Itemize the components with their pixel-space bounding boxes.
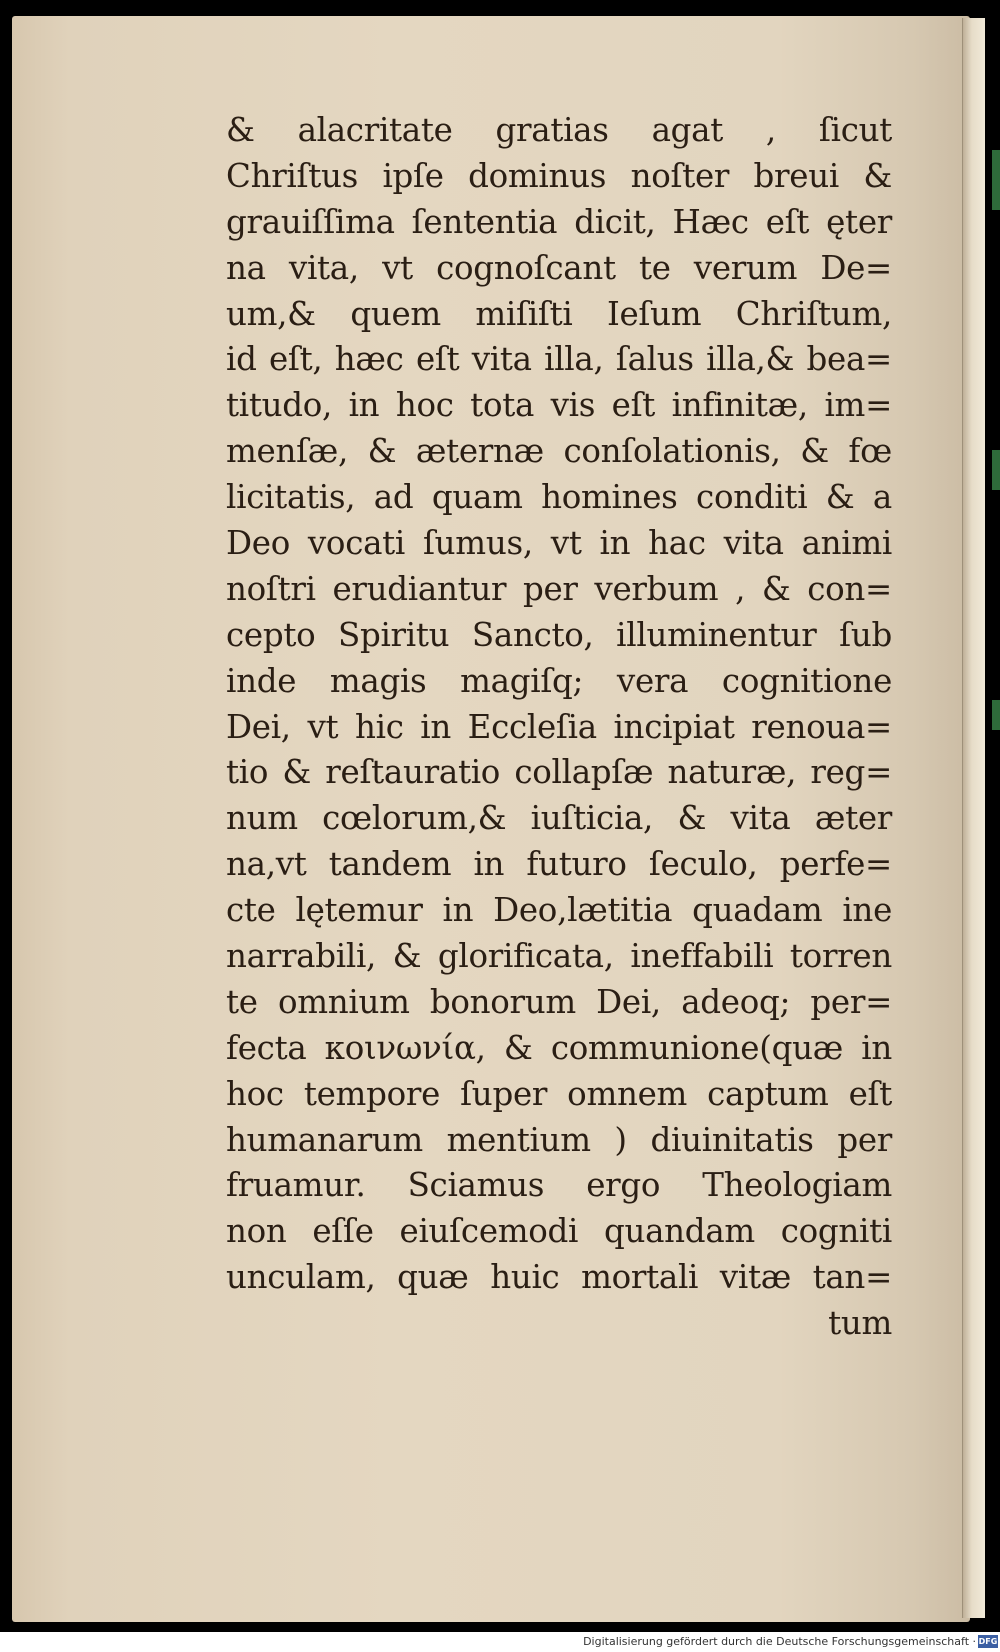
text-line: hoc tempore ſuper omnem captum eſt bbox=[226, 1074, 892, 1113]
text-line: tio & reſtauratio collapſæ naturæ, reg= bbox=[226, 753, 892, 792]
page-edge bbox=[962, 18, 985, 1618]
bookmark-tab bbox=[992, 450, 1000, 490]
dfg-logo: DFG bbox=[978, 1637, 998, 1646]
text-line: te omnium bonorum Dei, adeoq; per= bbox=[226, 982, 892, 1021]
text-line: fecta κοινωνία, & communione(quæ in bbox=[226, 1028, 892, 1067]
funding-credit: Digitalisierung gefördert durch die Deutsche Forschungsgemeinschaft · bbox=[583, 1635, 976, 1648]
text-line: inde magis magiſq; vera cognitione bbox=[226, 661, 892, 700]
page-text bbox=[226, 108, 892, 1347]
text-line: narrabili, & glorificata, ineffabili torren bbox=[226, 937, 892, 976]
text-line: Chriſtus ipſe dominus noſter breui & bbox=[226, 156, 892, 195]
text-line: cte lętemur in Deo,lætitia quadam ine bbox=[226, 891, 892, 930]
text-line: & alacritate gratias agat , ſicut bbox=[226, 111, 892, 149]
text-line: na,vt tandem in futuro ſeculo, perfe= bbox=[226, 845, 892, 884]
text-line: tum bbox=[828, 1304, 892, 1343]
footer-bar bbox=[0, 1632, 1000, 1652]
text-line: humanarum mentium ) diuinitatis per bbox=[226, 1120, 892, 1159]
text-line: titudo, in hoc tota vis eſt infinitæ, im= bbox=[226, 386, 892, 425]
text-line: id eſt, hæc eſt vita illa, ſalus illa,& bea= bbox=[226, 340, 892, 379]
text-line: num cœlorum,& iuſticia, & vita æter bbox=[226, 799, 892, 838]
text-line: non eſſe eiuſcemodi quandam cogniti bbox=[226, 1212, 892, 1251]
text-line: um,& quem miſiſti Ieſum Chriſtum, bbox=[226, 294, 892, 333]
text-line: licitatis, ad quam homines conditi & a bbox=[226, 478, 892, 517]
text-line: unculam, quæ huic mortali vitæ tan= bbox=[226, 1258, 892, 1297]
text-line: noſtri erudiantur per verbum , & con= bbox=[226, 569, 892, 608]
bookmark-tab bbox=[992, 700, 1000, 730]
text-line: grauiſſima ſententia dicit, Hæc eſt ęter bbox=[226, 202, 892, 241]
text-line: fruamur. Sciamus ergo Theologiam bbox=[226, 1166, 892, 1205]
bookmark-tab bbox=[992, 150, 1000, 210]
text-line: cepto Spiritu Sancto, illuminentur ſub bbox=[226, 615, 892, 654]
text-line: Dei, vt hic in Eccleſia incipiat renoua= bbox=[226, 707, 892, 746]
text-line: na vita, vt cognoſcant te verum De= bbox=[226, 248, 892, 287]
text-line: Deo vocati ſumus, vt in hac vita animi bbox=[226, 524, 892, 563]
text-line: menſæ, & æternæ conſolationis, & fœ bbox=[226, 432, 892, 471]
